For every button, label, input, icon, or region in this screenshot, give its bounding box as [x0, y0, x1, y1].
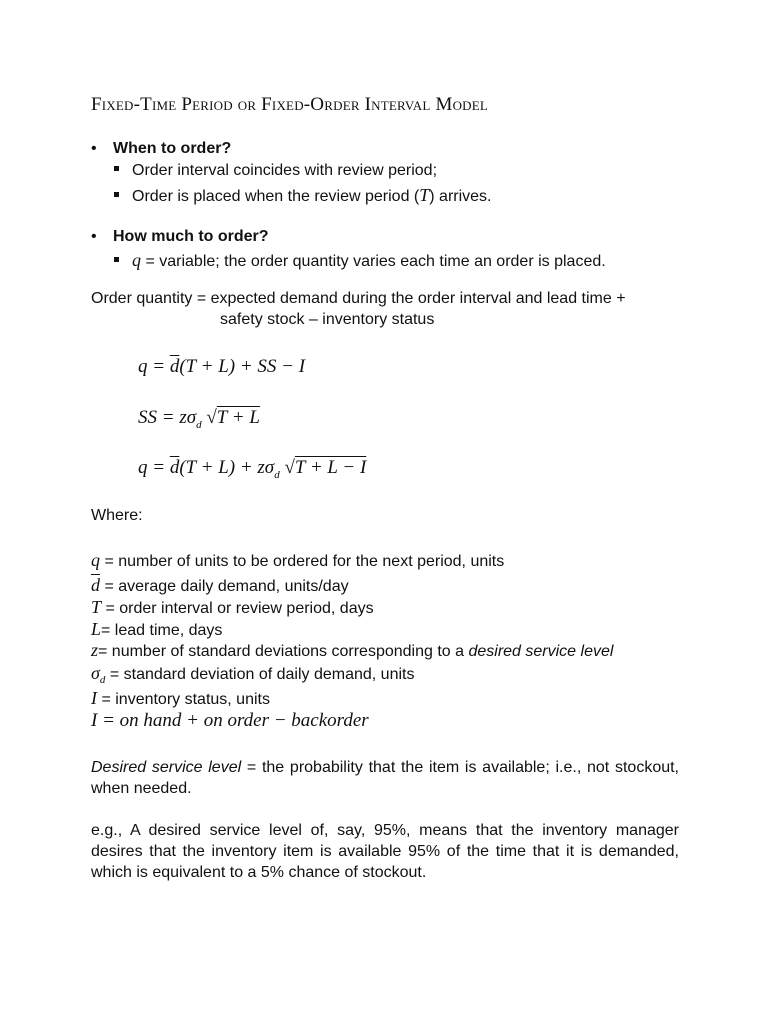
when-to-order-bullet	[91, 140, 231, 158]
how-much-bullet	[91, 228, 269, 246]
equation-1: $q = \overline{d}(T + L)$ + SS − I	[138, 356, 306, 377]
def-z: z= number of standard deviations corresponding to a desired service level	[91, 640, 614, 660]
def-I: I = inventory status, units	[91, 688, 270, 708]
how-much-heading: How much to order?	[113, 228, 269, 245]
def-d: $\overline{d}$ = average daily demand, units/day	[91, 575, 349, 595]
page-title: Fixed-Time Period or Fixed-Order Interval Model	[91, 94, 489, 115]
order-quantity-line2: safety stock – inventory status	[220, 311, 435, 328]
sub-item: Order interval coincides with review period;	[114, 162, 437, 180]
example-paragraph: e.g., A desired service level of, say, 95%, means that the inventory manager desires that the inventory item is available 95% of the time that it is demanded, which is equivalent to a 5% chance of stockout.	[91, 822, 679, 881]
where-label: Where:	[91, 507, 143, 524]
def-T: T = order interval or review period, days	[91, 597, 374, 617]
square-bullet-icon	[114, 166, 119, 171]
square-bullet-icon	[114, 257, 119, 262]
order-quantity-line1: Order quantity = expected demand during the order interval and lead time +	[91, 290, 626, 307]
when-to-order-heading: When to order?	[113, 140, 232, 157]
bullet-dot: •	[91, 140, 97, 157]
sub-item: q = variable; the order quantity varies each time an order is placed.	[114, 250, 606, 271]
service-level-paragraph: Desired service level = the probability that the item is available; i.e., not stockout, when needed.	[91, 759, 680, 797]
sub-item: Order is placed when the review period (T) arrives.	[114, 185, 492, 206]
inventory-equation: I = on hand + on order − backorder	[91, 710, 369, 731]
def-q: q = number of units to be ordered for the next period, units	[91, 550, 505, 570]
equation-3: $q = \overline{d}(T + L) + z\sigma_d$ √T + L − I	[138, 457, 367, 481]
bullet-dot: •	[91, 228, 97, 245]
def-sigma: $\sigma_d$ = standard deviation of daily demand, units	[91, 663, 415, 687]
square-bullet-icon	[114, 192, 119, 197]
equation-2: SS = $z\sigma_d$ √T + L	[138, 407, 260, 431]
def-L: L= lead time, days	[91, 619, 223, 639]
